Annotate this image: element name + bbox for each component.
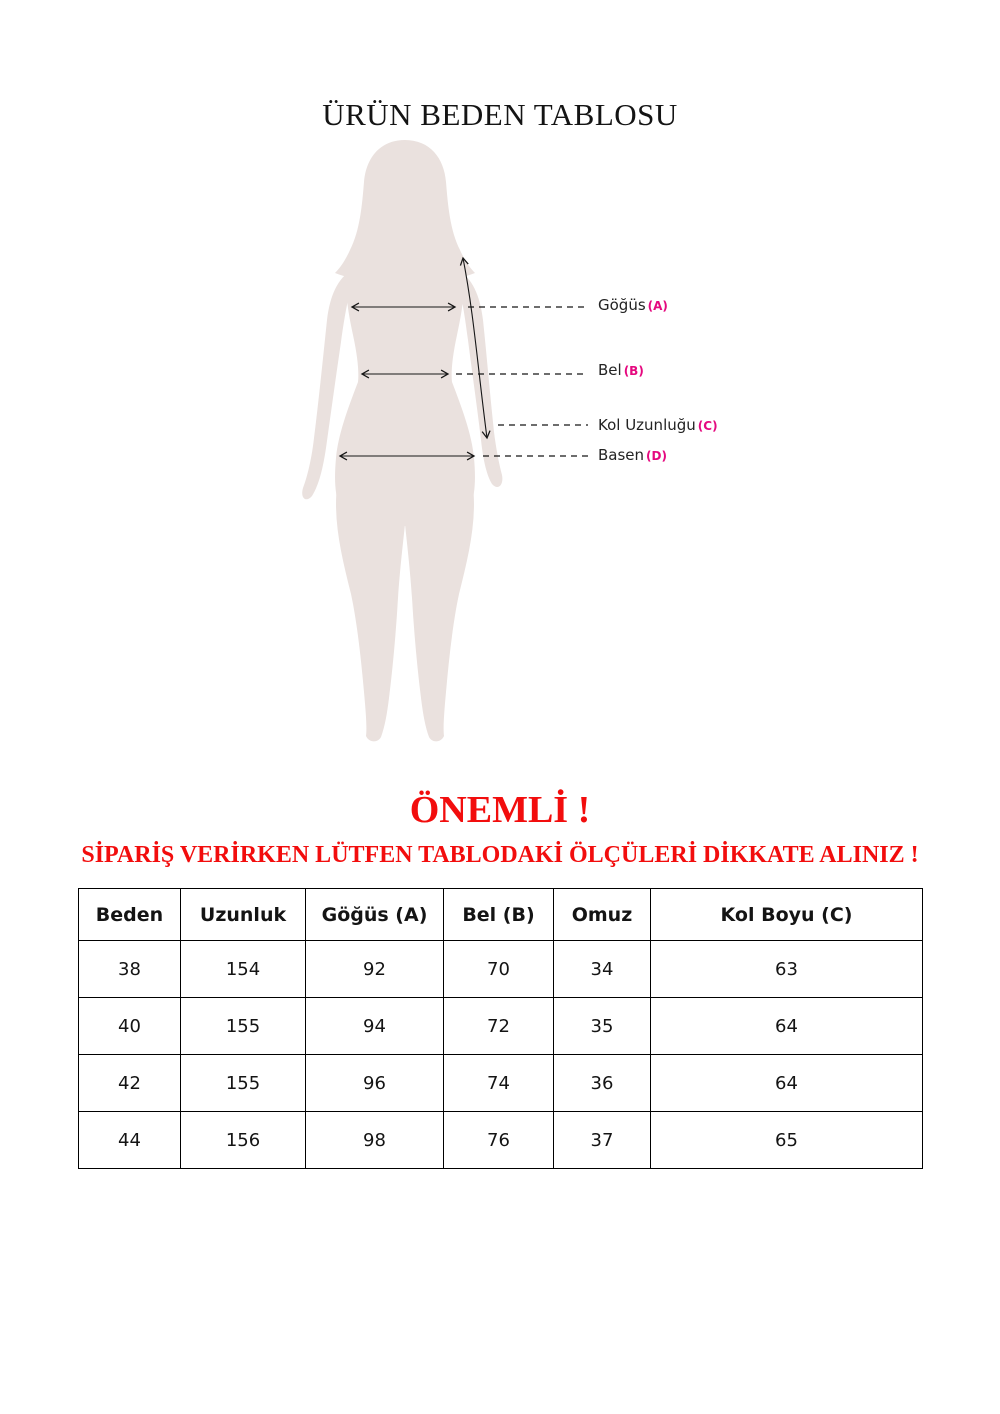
measurement-label-waist [598,361,644,379]
measurement-label-text: Bel [598,361,622,379]
notice-subtitle: SİPARİŞ VERİRKEN LÜTFEN TABLODAKİ ÖLÇÜLERİ DİKKATE ALINIZ ! [81,842,919,868]
table-row [79,941,923,998]
cell-uzunluk: 154 [181,941,306,998]
table-row [79,1112,923,1169]
cell-uzunluk: 155 [181,998,306,1055]
female-body-silhouette [302,140,502,741]
col-header-omuz: Omuz [554,889,651,941]
silhouette-torso [335,266,475,526]
cell-omuz: 36 [554,1055,651,1112]
measurement-label-text: Göğüs [598,296,646,314]
silhouette-right-leg [405,486,474,741]
cell-omuz: 37 [554,1112,651,1169]
measurement-code: (C) [697,419,718,433]
cell-kol-boyu: 65 [651,1112,923,1169]
col-header-beden: Beden [79,889,181,941]
cell-gogus: 92 [306,941,444,998]
size-table-header-row [79,889,923,941]
measurement-label-arm-length [598,416,718,434]
cell-beden: 42 [79,1055,181,1112]
cell-uzunluk: 156 [181,1112,306,1169]
col-header-bel: Bel (B) [444,889,554,941]
cell-kol-boyu: 64 [651,1055,923,1112]
cell-kol-boyu: 63 [651,941,923,998]
col-header-kol-boyu: Kol Boyu (C) [651,889,923,941]
measurement-label-text: Kol Uzunluğu [598,416,696,434]
cell-bel: 76 [444,1112,554,1169]
measurement-code: (B) [623,364,644,378]
measurement-code: (D) [646,449,667,463]
table-row [79,998,923,1055]
cell-omuz: 35 [554,998,651,1055]
measurement-label-text: Basen [598,446,645,464]
cell-bel: 70 [444,941,554,998]
col-header-gogus: Göğüs (A) [306,889,444,941]
silhouette-left-leg [336,486,405,741]
cell-beden: 38 [79,941,181,998]
table-row [79,1055,923,1112]
size-table [78,888,923,1169]
cell-beden: 40 [79,998,181,1055]
cell-uzunluk: 155 [181,1055,306,1112]
cell-gogus: 94 [306,998,444,1055]
important-heading: ÖNEMLİ ! [409,789,591,831]
cell-gogus: 96 [306,1055,444,1112]
page-title: ÜRÜN BEDEN TABLOSU [322,96,678,132]
measurement-code: (A) [647,299,668,313]
col-header-uzunluk: Uzunluk [181,889,306,941]
cell-bel: 74 [444,1055,554,1112]
measurement-label-chest [598,296,668,314]
cell-omuz: 34 [554,941,651,998]
measurement-label-hip [598,446,667,464]
cell-gogus: 98 [306,1112,444,1169]
cell-beden: 44 [79,1112,181,1169]
cell-kol-boyu: 64 [651,998,923,1055]
cell-bel: 72 [444,998,554,1055]
body-measurement-diagram [0,130,1000,780]
